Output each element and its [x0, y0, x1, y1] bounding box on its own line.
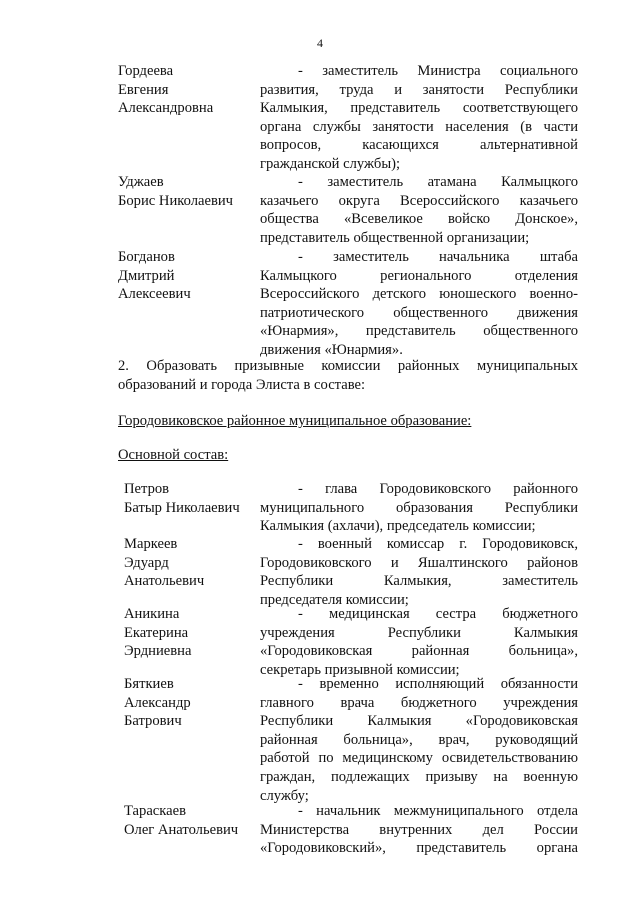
main-composition-heading: Основной состав: — [118, 447, 229, 463]
member-name: Уджаев Борис Николаевич — [118, 174, 233, 209]
role-line: - заместитель Министра социального — [298, 63, 578, 79]
role-line: Калмыкия, представитель соответствующего — [260, 100, 578, 117]
page-number: 4 — [317, 36, 323, 50]
role-line: председателя комиссии; — [260, 591, 409, 608]
district-heading: Городовиковское районное муниципальное образование: — [118, 413, 472, 429]
role-line: «Городовиковская районная больница», — [260, 643, 578, 660]
member-name: Аникина Екатерина Эрдниевна — [124, 606, 192, 660]
role-line: гражданской службы); — [260, 155, 401, 172]
member-role — [260, 605, 578, 679]
role-line: вопросов, касающихся альтернативной — [260, 137, 578, 154]
role-line: Министерства внутренних дел России — [260, 821, 578, 838]
member-role — [260, 675, 578, 805]
paragraph-2-continuation — [118, 376, 578, 395]
role-line: районная больница», врач, руководящий — [260, 731, 578, 748]
role-line: Республики Калмыкия «Городовиковская — [260, 713, 578, 730]
role-line: - временно исполняющий обязанности — [298, 676, 578, 692]
member-name: Тараскаев Олег Анатольевич — [124, 803, 239, 838]
role-line: патриотического общественного движения — [260, 304, 578, 321]
role-line: Калмыцкого регионального отделения — [260, 267, 578, 284]
role-line: Калмыкия (ахлачи), председатель комиссии; — [260, 518, 536, 535]
role-line: граждан, подлежащих призыву на военную — [260, 768, 578, 785]
role-line: службу; — [260, 787, 309, 804]
role-line: муниципального образования Республики — [260, 499, 578, 516]
role-line: казачьего округа Всероссийского казачьего — [260, 192, 578, 209]
member-role — [260, 173, 578, 247]
role-line: движения «Юнармия». — [260, 341, 403, 358]
member-role — [260, 62, 578, 174]
role-line: Всероссийского детского юношеского военно- — [260, 286, 578, 303]
role-line: - медицинская сестра бюджетного — [298, 606, 578, 622]
paragraph-line: образований и города Элиста в составе: — [118, 377, 366, 393]
role-line: работой по медицинскому освидетельствованию — [260, 750, 578, 767]
member-role — [260, 480, 578, 536]
member-role — [260, 802, 578, 858]
member-name: Гордеева Евгения Александровна — [118, 63, 214, 117]
role-line: - военный комиссар г. Городовиковск, — [298, 536, 578, 552]
member-role — [260, 248, 578, 360]
role-line: - заместитель начальника штаба — [298, 249, 578, 265]
role-line: Городовиковского и Яшалтинского районов — [260, 554, 578, 571]
role-line: Республики Калмыкия, заместитель — [260, 573, 578, 590]
member-name: Маркеев Эдуард Анатольевич — [124, 536, 205, 590]
member-role — [260, 535, 578, 609]
role-line: представитель общественной организации; — [260, 229, 530, 246]
member-name: Петров Батыр Николаевич — [124, 481, 240, 516]
role-line: - начальник межмуниципального отдела — [298, 803, 578, 819]
role-line: «Юнармия», представитель общественного — [260, 323, 578, 340]
role-line: - глава Городовиковского районного — [298, 481, 578, 497]
role-line: «Городовиковский», представитель органа — [260, 840, 578, 857]
role-line: учреждения Республики Калмыкия — [260, 624, 578, 641]
member-name: Бяткиев Александр Батрович — [124, 676, 191, 730]
role-line: органа службы занятости населения (в части — [260, 118, 578, 135]
member-name: Богданов Дмитрий Алексеевич — [118, 249, 191, 303]
role-line: развития, труда и занятости Республики — [260, 81, 578, 98]
role-line: общества «Всевеликое войско Донское», — [260, 211, 578, 228]
role-line: главного врача бюджетного учреждения — [260, 694, 578, 711]
role-line: секретарь призывной комиссии; — [260, 661, 460, 678]
role-line: - заместитель атамана Калмыцкого — [298, 174, 578, 190]
paragraph-2 — [118, 357, 578, 376]
paragraph-line: 2. Образовать призывные комиссии районных муниципальных — [118, 358, 578, 374]
